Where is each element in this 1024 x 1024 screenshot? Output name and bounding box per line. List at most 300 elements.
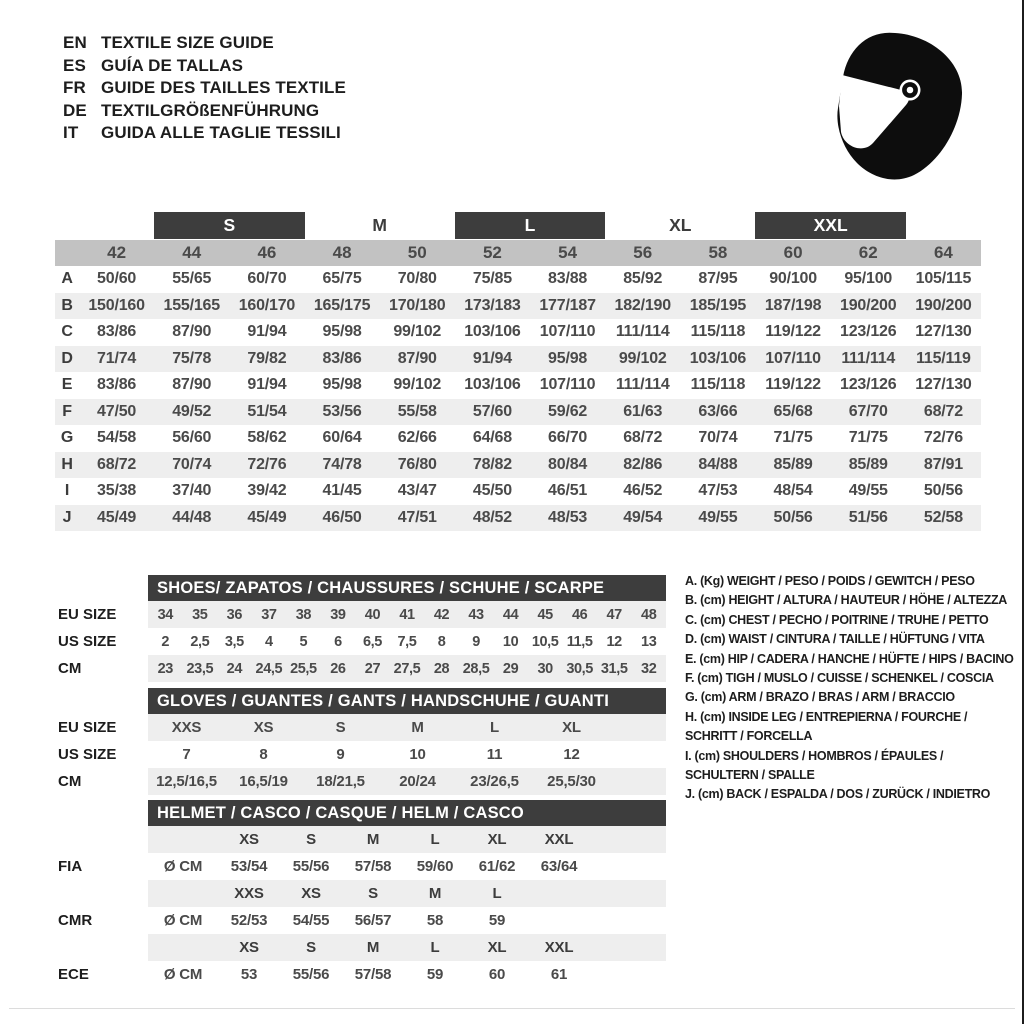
table-cell: 99/102: [618, 349, 667, 367]
row-values: [148, 628, 666, 655]
table-cell: XXS: [171, 719, 202, 736]
legend-item: C. (cm) CHEST / PECHO / POITRINE / TRUHE / PETTO: [685, 612, 989, 627]
table-cell: 13: [641, 633, 657, 650]
table-row: [55, 372, 981, 399]
shoes-rows: [58, 601, 666, 682]
table-cell: 54/55: [292, 912, 330, 929]
row-values: [148, 655, 666, 682]
table-cell: 48/52: [472, 508, 512, 526]
table-cell: 53/56: [322, 402, 362, 420]
language-row: [63, 77, 346, 100]
table-cell: 45/50: [472, 482, 512, 500]
language-title: TEXTILE SIZE GUIDE: [101, 33, 274, 52]
row-label: H: [61, 455, 73, 473]
gloves-section-title: GLOVES / GUANTES / GANTS / HANDSCHUHE / GUANTI: [148, 688, 666, 714]
language-code: IT: [63, 123, 79, 142]
language-title: TEXTILGRÖßENFÜHRUNG: [101, 100, 320, 120]
table-cell: 70/80: [397, 270, 437, 288]
legend-item-continued: SCHRITT / FORCELLA: [685, 729, 813, 744]
row-label: EU SIZE: [58, 606, 117, 623]
table-cell: 71/75: [773, 429, 813, 447]
column-header: 52: [482, 243, 502, 262]
helmet-size-header-row: [58, 934, 666, 961]
table-cell: 63/66: [698, 402, 738, 420]
table-cell: 75/85: [472, 270, 512, 288]
table-cell: 23,5: [186, 660, 214, 677]
size-row: [58, 741, 666, 768]
language-row: [63, 122, 346, 145]
table-cell: 55/56: [292, 858, 330, 875]
table-cell: 10: [502, 633, 519, 650]
table-cell: 87/90: [172, 376, 212, 394]
column-header: 56: [633, 243, 653, 262]
table-cell: 25,5: [290, 660, 317, 677]
table-cell: 9: [472, 633, 480, 650]
table-cell: 150/160: [88, 296, 145, 314]
table-cell: 64/68: [472, 429, 512, 447]
table-cell: 10,5: [531, 633, 559, 650]
table-cell: 49/52: [172, 402, 212, 420]
table-cell: 11,5: [566, 633, 593, 650]
table-cell: 91/94: [247, 376, 287, 394]
table-cell: 2: [161, 633, 170, 650]
size-header-xxl: XXL: [755, 212, 905, 239]
standard-label: ECE: [58, 966, 89, 983]
table-cell: 68/72: [97, 455, 137, 473]
table-cell: 85/89: [773, 455, 813, 473]
table-cell: 50/56: [923, 482, 963, 500]
table-cell: 105/115: [915, 270, 972, 288]
table-row: [55, 478, 981, 505]
table-cell: 61/63: [623, 402, 663, 420]
table-cell: 72/76: [247, 455, 287, 473]
table-cell: 119/122: [765, 323, 821, 341]
table-cell: 160/170: [238, 296, 296, 314]
table-cell: 107/110: [539, 376, 596, 394]
measurement-rows: [55, 266, 981, 531]
table-cell: 65/68: [773, 402, 813, 420]
diameter-unit-label: Ø CM: [163, 858, 203, 875]
table-cell: 95/98: [548, 349, 588, 367]
table-cell: 26: [330, 660, 346, 677]
measurement-legend: [685, 572, 1015, 805]
size-header-m: M: [372, 215, 387, 235]
table-cell: 187/198: [764, 296, 822, 314]
table-cell: 49/55: [848, 482, 888, 500]
table-cell: 155/165: [163, 296, 220, 314]
language-code: FR: [63, 78, 86, 97]
table-cell: 47/51: [397, 508, 437, 526]
table-cell: 46/51: [548, 482, 588, 500]
table-cell: 119/122: [765, 376, 821, 394]
table-cell: 190/200: [840, 296, 897, 314]
language-title: GUÍA DE TALLAS: [101, 55, 244, 75]
size-row: [58, 601, 666, 628]
row-label: J: [62, 508, 72, 526]
row-values: [148, 934, 666, 961]
table-cell: 59: [488, 912, 506, 929]
legend-item: H. (cm) INSIDE LEG / ENTREPIERNA / FOURCHE /: [685, 709, 968, 724]
table-cell: 50/60: [97, 270, 137, 288]
row-label: CM: [58, 773, 82, 790]
helmet-size-header-row: [58, 880, 666, 907]
table-cell: 34: [157, 606, 173, 623]
table-cell: 103/106: [464, 376, 521, 394]
table-cell: 65/75: [322, 270, 362, 288]
table-cell: 123/126: [840, 323, 897, 341]
table-cell: 8: [259, 746, 268, 763]
shoes-size-table: [58, 575, 666, 682]
table-cell: 72/76: [923, 429, 963, 447]
table-cell: 107/110: [765, 349, 821, 367]
helmet-size-table: [58, 800, 666, 988]
table-cell: 78/82: [472, 455, 512, 473]
table-cell: 61/62: [478, 858, 516, 875]
size-header-cell: M: [366, 939, 380, 956]
size-header-cell: XS: [239, 939, 259, 956]
table-cell: 35: [192, 606, 208, 623]
gloves-rows: [58, 714, 666, 795]
table-row: [55, 452, 981, 479]
table-cell: 58/62: [247, 429, 287, 447]
table-cell: 44/48: [172, 508, 212, 526]
size-header-cell: XXL: [544, 831, 574, 848]
table-cell: 47/53: [698, 482, 738, 500]
size-header-cell: XS: [301, 885, 321, 902]
row-label: C: [61, 323, 73, 341]
table-cell: 70/74: [698, 429, 738, 447]
column-header: 54: [558, 243, 578, 262]
table-cell: 46/50: [322, 508, 362, 526]
column-header: 58: [708, 243, 728, 262]
table-cell: 45/49: [247, 508, 287, 526]
column-header: 60: [783, 243, 803, 262]
table-cell: 103/106: [689, 349, 747, 367]
table-cell: 57/58: [354, 966, 392, 983]
table-cell: 83/86: [97, 323, 137, 341]
table-cell: 10: [409, 746, 426, 763]
column-header: 44: [182, 243, 202, 262]
table-cell: 177/187: [539, 296, 596, 314]
table-cell: 91/94: [472, 349, 512, 367]
table-cell: 40: [364, 606, 381, 623]
table-cell: 9: [336, 746, 345, 763]
table-cell: 48: [641, 606, 657, 623]
table-cell: 173/183: [464, 296, 521, 314]
language-title-block: [63, 32, 346, 145]
gloves-size-table: [58, 688, 666, 795]
table-cell: 111/114: [841, 349, 896, 367]
table-cell: 47/50: [97, 402, 137, 420]
table-cell: 48/54: [773, 482, 813, 500]
table-cell: 68/72: [623, 429, 663, 447]
table-cell: 87/91: [923, 455, 963, 473]
size-header-cell: S: [306, 939, 316, 956]
size-header-cell: M: [366, 831, 380, 848]
row-label: CM: [58, 660, 82, 677]
frame-bottom-line: [9, 1008, 1015, 1009]
table-row: [55, 505, 981, 532]
table-cell: 43: [468, 606, 484, 623]
table-cell: 31,5: [600, 660, 628, 677]
table-cell: 27,5: [393, 660, 421, 677]
table-cell: 39: [330, 606, 346, 623]
table-cell: 46: [571, 606, 588, 623]
row-values: [148, 961, 666, 988]
language-code: EN: [63, 33, 87, 52]
table-cell: 20/24: [399, 773, 436, 790]
table-cell: 5: [299, 633, 308, 650]
helmet-value-row: [58, 907, 666, 934]
table-cell: 36: [226, 606, 242, 623]
table-cell: 83/88: [548, 270, 588, 288]
size-header-cell: L: [492, 885, 502, 902]
table-cell: 53: [240, 966, 258, 983]
table-cell: 185/195: [689, 296, 747, 314]
table-cell: 25,5/30: [547, 773, 596, 790]
size-header-xl: XL: [669, 215, 692, 235]
table-cell: 90/100: [769, 270, 817, 288]
column-header: 62: [858, 243, 878, 262]
row-label: G: [60, 429, 74, 447]
table-cell: 80/84: [548, 455, 588, 473]
table-cell: 7,5: [397, 633, 417, 650]
table-cell: 41/45: [322, 482, 362, 500]
table-row: [55, 425, 981, 452]
size-row: [58, 714, 666, 741]
table-cell: 62/66: [397, 429, 437, 447]
table-cell: 165/175: [313, 296, 371, 314]
table-cell: 37: [261, 606, 277, 623]
table-cell: 53/54: [230, 858, 268, 875]
table-cell: 16,5/19: [239, 773, 288, 790]
row-values: [148, 741, 666, 768]
size-header-cell: XS: [239, 831, 259, 848]
legend-item: D. (cm) WAIST / CINTURA / TAILLE / HÜFTUNG / VITA: [685, 632, 985, 647]
size-header-cell: S: [306, 831, 316, 848]
table-cell: 28: [433, 660, 450, 677]
table-row: [55, 293, 981, 320]
diameter-unit-label: Ø CM: [163, 966, 203, 983]
table-cell: XS: [253, 719, 274, 736]
table-cell: 59/60: [416, 858, 454, 875]
size-header-row: [55, 212, 981, 239]
table-cell: 12: [563, 746, 580, 763]
table-cell: 27: [364, 660, 381, 677]
size-header-cell: S: [368, 885, 378, 902]
column-header: 46: [257, 243, 277, 262]
table-cell: 87/90: [172, 323, 212, 341]
table-cell: 37/40: [172, 482, 212, 500]
table-cell: 57/60: [472, 402, 512, 420]
row-values: [148, 768, 666, 795]
table-cell: 60/70: [247, 270, 287, 288]
table-cell: 23: [157, 660, 173, 677]
table-cell: 46/52: [623, 482, 663, 500]
table-cell: 30: [537, 660, 553, 677]
table-cell: 54/58: [97, 429, 137, 447]
table-cell: 59/62: [548, 402, 588, 420]
racing-helmet-icon: [834, 26, 968, 184]
table-cell: 61: [550, 966, 568, 983]
table-cell: 55/56: [292, 966, 330, 983]
size-row: [58, 768, 666, 795]
size-header-cell: L: [430, 939, 440, 956]
table-cell: 57/58: [354, 858, 392, 875]
size-header-cell: XL: [487, 939, 507, 956]
row-label: US SIZE: [58, 633, 117, 650]
table-cell: 111/114: [615, 323, 670, 341]
table-cell: S: [335, 719, 346, 736]
legend-item: G. (cm) ARM / BRAZO / BRAS / ARM / BRACCIO: [685, 690, 955, 705]
table-cell: 99/102: [393, 376, 442, 394]
column-header: 48: [332, 243, 352, 262]
table-cell: 84/88: [698, 455, 738, 473]
size-header-s: S: [154, 212, 304, 239]
table-cell: 42: [433, 606, 450, 623]
language-title: GUIDA ALLE TAGLIE TESSILI: [101, 123, 341, 142]
diameter-unit-label: Ø CM: [163, 912, 203, 929]
row-label: F: [62, 402, 72, 420]
size-row: [58, 655, 666, 682]
table-row: [55, 319, 981, 346]
column-header: 64: [933, 243, 953, 262]
table-row: [55, 346, 981, 373]
table-cell: 76/80: [397, 455, 437, 473]
table-cell: 11: [486, 746, 503, 763]
legend-item: F. (cm) TIGH / MUSLO / CUISSE / SCHENKEL / COSCIA: [685, 671, 994, 686]
helmet-value-row: [58, 961, 666, 988]
table-cell: 85/89: [848, 455, 888, 473]
size-header-cell: XL: [487, 831, 507, 848]
table-cell: 71/75: [848, 429, 888, 447]
table-cell: 41: [399, 606, 415, 623]
table-cell: 170/180: [389, 296, 446, 314]
shoes-section-title: SHOES/ ZAPATOS / CHAUSSURES / SCHUHE / SCARPE: [148, 575, 666, 601]
table-cell: 35/38: [97, 482, 137, 500]
table-cell: 107/110: [539, 323, 596, 341]
table-cell: 23/26,5: [470, 773, 519, 790]
table-cell: 95/100: [844, 270, 893, 288]
legend-item: I. (cm) SHOULDERS / HOMBROS / ÉPAULES /: [685, 748, 944, 763]
table-cell: 52/58: [923, 508, 963, 526]
size-row: [58, 628, 666, 655]
table-cell: 71/74: [97, 349, 137, 367]
helmet-value-row: [58, 853, 666, 880]
table-cell: 111/114: [615, 376, 670, 394]
table-cell: 63/64: [540, 858, 578, 875]
row-label: A: [61, 270, 73, 288]
row-label: I: [64, 482, 70, 500]
standard-label: FIA: [58, 858, 83, 875]
table-cell: 123/126: [840, 376, 897, 394]
table-cell: 49/54: [623, 508, 663, 526]
table-cell: 32: [641, 660, 657, 677]
table-cell: 87/95: [698, 270, 738, 288]
table-cell: 2,5: [190, 633, 210, 650]
table-cell: 55/65: [172, 270, 212, 288]
table-cell: 52/53: [230, 912, 268, 929]
table-cell: 115/119: [916, 349, 971, 367]
table-cell: 50/56: [773, 508, 813, 526]
table-cell: 47: [606, 606, 622, 623]
table-cell: 51/54: [247, 402, 287, 420]
table-cell: 55/58: [397, 402, 437, 420]
table-cell: 7: [182, 746, 191, 763]
size-header-cell: M: [428, 885, 442, 902]
numeric-size-band: [55, 240, 981, 266]
language-row: [63, 55, 346, 78]
column-header: 42: [107, 243, 127, 262]
row-label: US SIZE: [58, 746, 117, 763]
table-cell: 51/56: [848, 508, 888, 526]
table-cell: 85/92: [623, 270, 663, 288]
table-cell: 60/64: [322, 429, 362, 447]
table-cell: L: [490, 719, 499, 736]
textile-size-table: [55, 212, 981, 531]
table-cell: M: [411, 719, 424, 736]
language-row: [63, 32, 346, 55]
table-cell: 127/130: [915, 323, 972, 341]
table-cell: 83/86: [322, 349, 362, 367]
size-header-cell: XXS: [234, 885, 264, 902]
size-header-cell: XXL: [544, 939, 574, 956]
helmet-section-title: HELMET / CASCO / CASQUE / HELM / CASCO: [148, 800, 666, 826]
table-cell: 29: [502, 660, 519, 677]
table-cell: 6,5: [362, 633, 382, 650]
size-header-cell: L: [430, 831, 440, 848]
table-cell: 115/118: [690, 376, 746, 394]
table-cell: 4: [265, 633, 273, 650]
column-header: 50: [407, 243, 427, 262]
table-cell: 44: [502, 606, 519, 623]
table-cell: 56/57: [354, 912, 392, 929]
table-cell: 43/47: [397, 482, 437, 500]
helmet-size-header-row: [58, 826, 666, 853]
row-values: [148, 601, 666, 628]
table-cell: 6: [334, 633, 342, 650]
table-cell: 38: [295, 606, 312, 623]
language-title: GUIDE DES TAILLES TEXTILE: [101, 78, 346, 97]
table-row: [55, 399, 981, 426]
row-label: E: [61, 376, 73, 394]
table-cell: 182/190: [614, 296, 671, 314]
row-values: [148, 907, 666, 934]
table-cell: 39/42: [247, 482, 287, 500]
table-cell: 74/78: [322, 455, 362, 473]
table-cell: 99/102: [393, 323, 442, 341]
row-values: [148, 853, 666, 880]
table-cell: 91/94: [247, 323, 287, 341]
table-cell: 12: [606, 633, 622, 650]
table-cell: 49/55: [698, 508, 738, 526]
table-cell: 45: [537, 606, 553, 623]
row-values: [148, 714, 666, 741]
table-cell: 103/106: [464, 323, 521, 341]
table-cell: 58: [426, 912, 444, 929]
table-cell: 95/98: [322, 323, 362, 341]
table-cell: 45/49: [97, 508, 137, 526]
table-cell: 3,5: [224, 633, 244, 650]
table-cell: 79/82: [247, 349, 287, 367]
legend-item-continued: SCHULTERN / SPALLE: [685, 768, 815, 783]
size-header-l: L: [455, 212, 605, 239]
table-row: [55, 266, 981, 293]
table-cell: 190/200: [915, 296, 972, 314]
language-row: [63, 100, 346, 123]
row-values: [148, 880, 666, 907]
table-cell: 12,5/16,5: [156, 773, 217, 790]
